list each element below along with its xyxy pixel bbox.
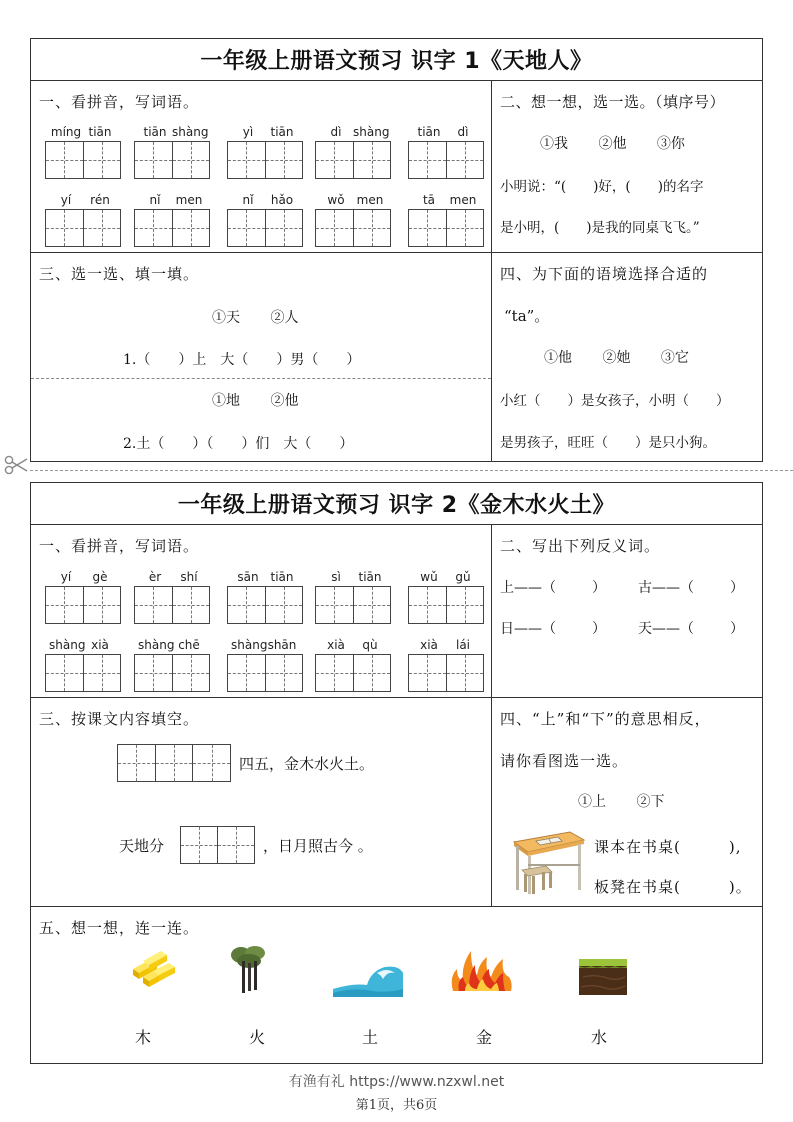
antonym-word: 古——（ [638,580,694,596]
desk-and-bench-image [506,828,586,896]
pinyin: yí [60,193,72,207]
option: ①他 [544,350,572,366]
question-line[interactable]: 1.（ ）上 大（ ）男（ ） [123,352,361,368]
writing-grid[interactable] [315,141,391,179]
pinyin-word [408,125,484,179]
option: ①我 [540,136,568,152]
ws1-section-ta [491,253,763,462]
option-list [578,791,690,811]
pinyin: nǐ [242,193,254,207]
worksheet-1 [30,38,763,462]
writing-grid[interactable] [45,654,121,692]
option-list [212,307,324,327]
section-heading: 三、按课文内容填空。 [39,710,200,728]
bracket: ） [730,580,744,596]
pinyin: gè [92,570,108,584]
pinyin: shí [180,570,198,584]
section-heading: 二、写出下列反义词。 [500,537,661,555]
question-line[interactable]: 板凳在书桌( )。 [594,878,752,896]
antonym-word: 日——（ [500,621,556,637]
pinyin: dì [457,125,469,139]
dashed-divider [31,378,491,379]
ws2-section-up-down [491,698,763,907]
antonym-item[interactable] [638,577,744,597]
bracket: ） [592,580,606,596]
section-heading: 四、“上”和“下”的意思相反， [500,710,711,728]
pinyin: xià [327,638,345,652]
pinyin-word [227,638,303,692]
pinyin: tiān [270,125,294,139]
pinyin-word [227,570,303,624]
ws1-section-pinyin [31,81,491,253]
wave-image[interactable] [333,963,403,997]
writing-grid[interactable] [315,654,391,692]
element-char[interactable]: 木 [135,1028,152,1047]
writing-grid[interactable] [227,141,303,179]
pinyin-word [408,638,484,692]
pinyin: lái [455,638,471,652]
pinyin-word [134,638,210,692]
section-heading: 四、为下面的语境选择合适的 [500,265,709,283]
element-char[interactable]: 金 [476,1028,493,1047]
trees-image[interactable] [229,945,269,993]
ws1-section-fill [31,253,491,462]
pinyin: yí [60,570,72,584]
heading-continuation: “ta”。 [504,307,550,325]
page-number: 第1页，共6页 [355,1098,438,1113]
antonym-item[interactable] [500,577,606,597]
pinyin: tiān [143,125,167,139]
pinyin: míng [50,125,82,139]
heading-continuation: 请你看图选一选。 [500,752,629,770]
writing-grid[interactable] [227,654,303,692]
worksheet-2 [30,482,763,1064]
writing-grid[interactable] [315,586,391,624]
pinyin: tā [422,193,436,207]
pinyin: shàng [138,638,175,652]
ws2-section-pinyin [31,525,491,698]
option: ③它 [660,350,689,366]
worksheet-2-title: 一年级上册语文预习 识字 2《金木水火土》 [31,483,762,525]
writing-grid[interactable] [227,209,303,247]
option: ②下 [636,794,665,810]
question-line[interactable]: 课本在书桌( ), [594,838,742,856]
writing-grid[interactable] [117,744,231,782]
pinyin-word [315,193,391,247]
pinyin: nǐ [149,193,161,207]
text-prefix: 天地分 [119,837,165,855]
pinyin-word [45,125,121,179]
section-heading: 一、看拼音，写词语。 [39,537,200,555]
option: ②人 [270,310,299,326]
element-char[interactable]: 土 [362,1028,379,1047]
pinyin-word [134,570,210,624]
writing-grid[interactable] [45,209,121,247]
cut-line [30,470,793,471]
pinyin: men [449,193,477,207]
writing-grid[interactable] [134,209,210,247]
pinyin-word [45,638,121,692]
question-line[interactable]: 2.土（ ）（ ）们 大（ ） [123,436,354,452]
writing-grid[interactable] [134,141,210,179]
pinyin: men [356,193,384,207]
pinyin: hǎo [270,193,294,207]
pinyin: tiān [88,125,112,139]
option: ①上 [578,794,606,810]
writing-grid[interactable] [408,209,484,247]
option: ②他 [270,393,299,409]
pinyin: sì [331,570,341,584]
section-heading: 五、想一想，连一连。 [39,919,200,937]
option-list [212,390,324,410]
pinyin-word [315,638,391,692]
option-list [544,347,715,367]
writing-grid[interactable] [45,586,121,624]
pinyin: yì [242,125,254,139]
pinyin: shàng [49,638,86,652]
soil-image[interactable] [579,959,627,995]
writing-grid[interactable] [134,654,210,692]
antonym-item[interactable] [500,618,606,638]
antonym-item[interactable] [638,618,744,638]
writing-grid[interactable] [408,586,484,624]
pinyin: shàng [231,638,268,652]
pinyin: rén [90,193,110,207]
writing-grid[interactable] [227,586,303,624]
option: ②她 [602,350,631,366]
option: ①天 [212,310,240,326]
pinyin-word [134,193,210,247]
pinyin: chē [178,638,200,652]
pinyin: gǔ [455,570,471,584]
pinyin: shān [267,638,297,652]
pinyin: tiān [358,570,382,584]
writing-grid[interactable] [45,141,121,179]
scissors-icon [3,454,29,476]
pinyin: èr [148,570,162,584]
pinyin: wǒ [327,193,345,207]
pinyin: tiān [270,570,294,584]
antonym-word: 天——（ [638,621,694,637]
ws1-section-choose-pronoun [491,81,763,253]
section-heading: 一、看拼音，写词语。 [39,93,200,111]
pinyin-word [227,193,303,247]
ws2-section-fill-text [31,698,491,907]
question-line[interactable]: 小明说：“( )好，( )的名字 [500,179,704,195]
section-heading: 三、选一选、填一填。 [39,265,200,283]
fire-image[interactable] [449,947,515,993]
bracket: ） [592,621,606,637]
text-suffix: ，日月照古今 。 [263,837,373,855]
option: ③你 [656,136,685,152]
question-line[interactable]: 是小明，( )是我的同桌飞飞。” [500,220,700,236]
writing-grid[interactable] [315,209,391,247]
option: ①地 [212,393,240,409]
pinyin: qù [362,638,378,652]
pinyin-word [45,570,121,624]
pinyin-word [227,125,303,179]
ws2-section-antonyms [491,525,763,698]
pinyin: sān [237,570,259,584]
writing-grid[interactable] [408,141,484,179]
pinyin-word [45,193,121,247]
section-heading: 二、想一想，选一选。（填序号） [500,93,726,111]
option-list [540,133,711,153]
ws2-section-match [31,907,763,1064]
pinyin-word [315,570,391,624]
worksheet-1-title: 一年级上册语文预习 识字 1《天地人》 [31,39,762,81]
pinyin: tiān [417,125,441,139]
antonym-word: 上——（ [500,580,556,596]
element-char[interactable]: 水 [591,1028,608,1047]
element-char[interactable]: 火 [249,1028,266,1047]
pinyin: shàng [353,125,390,139]
pinyin: shàng [172,125,209,139]
pinyin: dì [330,125,342,139]
pinyin: xià [420,638,438,652]
pinyin-word [408,570,484,624]
bracket: ） [730,621,744,637]
question-line[interactable]: 小红（ ）是女孩子，小明（ ） [500,393,730,409]
gold-bars-image[interactable] [129,947,177,993]
pinyin-word [134,125,210,179]
pinyin: men [175,193,203,207]
pinyin: wǔ [420,570,438,584]
footer-watermark: 有渔有礼 https://www.nzxwl.net [288,1074,505,1090]
pinyin-word [315,125,391,179]
pinyin: xià [91,638,109,652]
question-line[interactable]: 是男孩子，旺旺（ ）是只小狗。 [500,435,716,451]
option: ②他 [598,136,627,152]
pinyin-word [408,193,484,247]
text-suffix: 四五，金木水火土。 [239,755,375,773]
writing-grid[interactable] [134,586,210,624]
writing-grid[interactable] [408,654,484,692]
writing-grid[interactable] [180,826,255,864]
